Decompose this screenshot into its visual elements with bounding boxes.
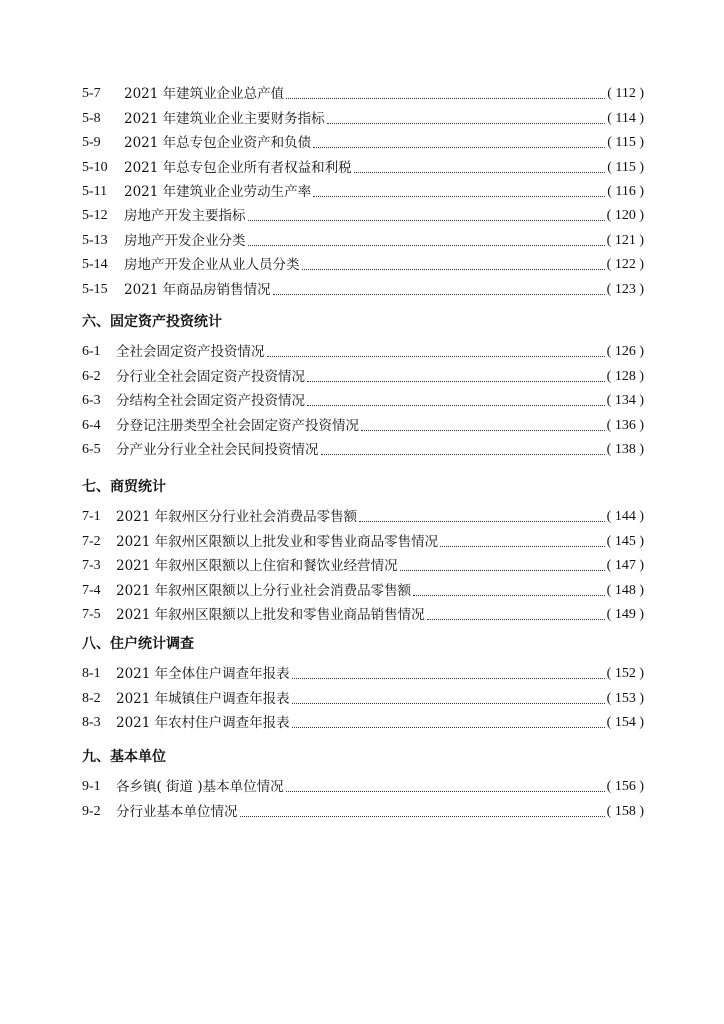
entry-number: 5-7 (82, 86, 101, 102)
entry-page: ( 134 ) (606, 393, 644, 409)
entry-number: 5-8 (82, 110, 101, 126)
entry-page: ( 158 ) (606, 803, 644, 819)
dot-leader (321, 454, 605, 455)
dot-leader (248, 245, 605, 246)
entry-page: ( 153 ) (606, 690, 644, 706)
toc-entry[interactable] (82, 600, 644, 624)
entry-page: ( 144 ) (606, 509, 644, 525)
entry-page: ( 156 ) (606, 779, 644, 795)
entry-page: ( 145 ) (606, 533, 644, 549)
dot-leader (292, 678, 605, 679)
toc-entry[interactable] (82, 708, 644, 732)
dot-leader (313, 147, 605, 148)
toc-list (82, 337, 644, 459)
dot-leader (286, 791, 605, 792)
entry-number: 6-2 (82, 368, 101, 384)
dot-leader (240, 816, 605, 817)
entry-title: 2021 年总专包企业资产和负债 (124, 135, 312, 152)
entry-number: 7-3 (82, 558, 101, 574)
entry-page: ( 114 ) (607, 110, 644, 126)
entry-page: ( 128 ) (606, 368, 644, 384)
entry-title: 房地产开发企业从业人员分类 (124, 257, 300, 274)
toc-list (82, 502, 644, 624)
entry-title: 2021 年全体住户调查年报表 (116, 666, 290, 683)
entry-number: 9-1 (82, 779, 101, 795)
entry-page: ( 154 ) (606, 715, 644, 731)
entry-title: 2021 年建筑业企业劳动生产率 (124, 183, 312, 200)
toc-entry[interactable] (82, 410, 644, 434)
entry-page: ( 152 ) (606, 666, 644, 682)
dot-leader (400, 570, 605, 571)
entry-number: 8-3 (82, 715, 101, 731)
entry-title: 房地产开发主要指标 (124, 208, 246, 225)
entry-number: 6-3 (82, 393, 101, 409)
entry-number: 5-15 (82, 281, 108, 297)
entry-title: 分登记注册类型全社会固定资产投资情况 (116, 417, 359, 434)
entry-title: 房地产开发企业分类 (124, 232, 246, 249)
toc-entry[interactable] (82, 225, 644, 249)
entry-title: 2021 年城镇住户调查年报表 (116, 690, 290, 707)
entry-title: 各乡镇( 街道 )基本单位情况 (116, 779, 284, 796)
section-heading: 八、住户统计调查 (82, 636, 194, 652)
entry-number: 5-10 (82, 159, 108, 175)
toc-entry[interactable] (82, 274, 644, 298)
entry-number: 7-5 (82, 606, 101, 622)
toc-section-9 (82, 748, 644, 821)
entry-number: 9-2 (82, 803, 101, 819)
dot-leader (273, 294, 605, 295)
dot-leader (327, 123, 606, 124)
entry-number: 7-2 (82, 533, 101, 549)
toc-entry[interactable] (82, 683, 644, 707)
toc-entry[interactable] (82, 250, 644, 274)
entry-number: 5-9 (82, 135, 101, 151)
toc-entry[interactable] (82, 435, 644, 459)
dot-leader (292, 727, 605, 728)
toc-section-8 (82, 635, 644, 732)
dot-leader (307, 381, 605, 382)
entry-number: 5-11 (82, 183, 108, 199)
entry-title: 2021 年叙州区限额以上分行业社会消费品零售额 (116, 582, 412, 599)
toc-entry[interactable] (82, 201, 644, 225)
toc-entry[interactable] (82, 772, 644, 796)
toc-list (82, 659, 644, 732)
section-heading: 六、固定资产投资统计 (82, 314, 222, 330)
toc-entry[interactable] (82, 79, 644, 103)
dot-leader (248, 220, 605, 221)
toc-list (82, 772, 644, 821)
toc-entry[interactable] (82, 152, 644, 176)
entry-number: 6-4 (82, 417, 101, 433)
toc-entry[interactable] (82, 386, 644, 410)
toc-entry[interactable] (82, 103, 644, 127)
entry-title: 2021 年农村住户调查年报表 (116, 715, 290, 732)
entry-number: 6-1 (82, 344, 101, 360)
entry-number: 8-1 (82, 666, 101, 682)
toc-section-5 (82, 79, 644, 299)
entry-number: 6-5 (82, 441, 101, 457)
toc-entry[interactable] (82, 575, 644, 599)
toc-entry[interactable] (82, 361, 644, 385)
entry-title: 2021 年总专包企业所有者权益和利税 (124, 159, 352, 176)
entry-number: 5-12 (82, 208, 108, 224)
entry-title: 2021 年叙州区分行业社会消费品零售额 (116, 509, 358, 526)
entry-page: ( 115 ) (607, 159, 644, 175)
dot-leader (361, 430, 605, 431)
entry-title: 2021 年叙州区限额以上批发业和零售业商品零售情况 (116, 533, 439, 550)
entry-number: 5-14 (82, 257, 108, 273)
section-heading: 七、商贸统计 (82, 479, 166, 495)
toc-entry[interactable] (82, 337, 644, 361)
dot-leader (413, 595, 605, 596)
toc-entry[interactable] (82, 796, 644, 820)
section-heading: 九、基本单位 (82, 749, 166, 765)
dot-leader (427, 619, 605, 620)
entry-title: 分结构全社会固定资产投资情况 (116, 393, 305, 410)
entry-title: 分行业全社会固定资产投资情况 (116, 368, 305, 385)
dot-leader (292, 703, 605, 704)
entry-title: 2021 年叙州区限额以上批发和零售业商品销售情况 (116, 606, 425, 623)
entry-title: 分行业基本单位情况 (116, 803, 238, 820)
toc-section-7 (82, 478, 644, 624)
entry-page: ( 116 ) (607, 183, 644, 199)
entry-page: ( 123 ) (606, 281, 644, 297)
entry-title: 2021 年商品房销售情况 (124, 281, 271, 298)
entry-page: ( 149 ) (606, 606, 644, 622)
toc-entry[interactable] (82, 502, 644, 526)
toc-entry[interactable] (82, 659, 644, 683)
toc-entry[interactable] (82, 177, 644, 201)
toc-entry[interactable] (82, 526, 644, 550)
entry-page: ( 147 ) (606, 558, 644, 574)
toc-entry[interactable] (82, 551, 644, 575)
dot-leader (307, 405, 605, 406)
entry-page: ( 138 ) (606, 441, 644, 457)
toc-list (82, 79, 644, 299)
entry-page: ( 122 ) (606, 257, 644, 273)
entry-page: ( 120 ) (606, 208, 644, 224)
toc-entry[interactable] (82, 128, 644, 152)
entry-number: 8-2 (82, 690, 101, 706)
entry-title: 全社会固定资产投资情况 (116, 344, 265, 361)
entry-title: 2021 年建筑业企业总产值 (124, 86, 285, 103)
entry-number: 7-1 (82, 509, 101, 525)
entry-page: ( 115 ) (607, 135, 644, 151)
entry-title: 2021 年建筑业企业主要财务指标 (124, 110, 325, 127)
entry-page: ( 148 ) (606, 582, 644, 598)
entry-number: 7-4 (82, 582, 101, 598)
entry-title: 分产业分行业全社会民间投资情况 (116, 441, 319, 458)
entry-page: ( 112 ) (607, 86, 644, 102)
dot-leader (359, 521, 605, 522)
entry-page: ( 126 ) (606, 344, 644, 360)
dot-leader (302, 269, 605, 270)
toc-section-6 (82, 313, 644, 459)
dot-leader (313, 196, 605, 197)
dot-leader (440, 546, 605, 547)
entry-page: ( 136 ) (606, 417, 644, 433)
dot-leader (354, 172, 606, 173)
dot-leader (267, 356, 605, 357)
entry-page: ( 121 ) (606, 232, 644, 248)
entry-title: 2021 年叙州区限额以上住宿和餐饮业经营情况 (116, 558, 398, 575)
entry-number: 5-13 (82, 232, 108, 248)
dot-leader (286, 98, 605, 99)
